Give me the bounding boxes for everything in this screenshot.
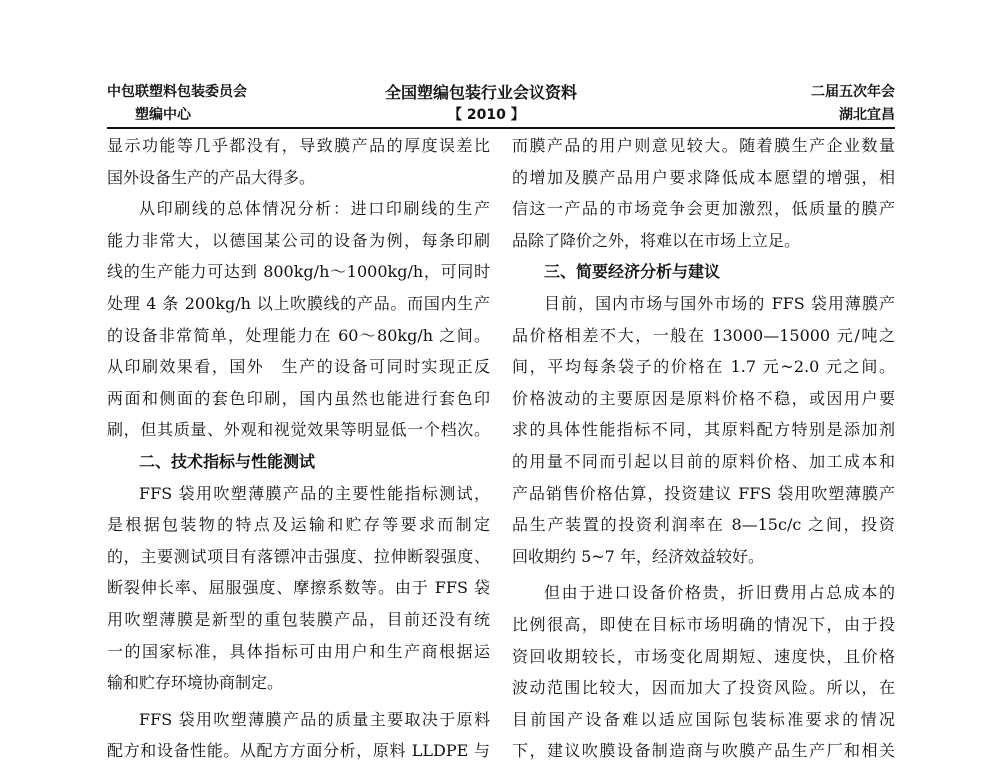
- text-line: 品价格相差不大，一般在 13000—15000 元/吨之: [512, 325, 895, 345]
- text-line: 资回收期较长，市场变化周期短、速度快，且价格: [512, 646, 895, 666]
- text-line: 从印刷线的总体情况分析：进口印刷线的生产: [139, 199, 490, 219]
- header-location: 湖北宜昌: [839, 107, 895, 123]
- text-line: 用吹塑薄膜是新型的重包装膜产品，目前还没有统: [107, 609, 490, 629]
- text-line: 目前国产设备难以适应国际包装标准要求的情况: [512, 709, 895, 729]
- section-heading: 二、技术指标与性能测试: [139, 451, 316, 471]
- header-organization: 中包联塑料包装委员会: [107, 84, 247, 100]
- text-line: 从印刷效果看，国外 生产的设备可同时实现正反: [107, 357, 490, 377]
- text-line: 品除了降价之外，将难以在市场上立足。: [512, 230, 801, 250]
- text-line: 价格波动的主要原因是原料价格不稳，或因用户要: [512, 388, 895, 408]
- text-line: 间，平均每条袋子的价格在 1.7 元~2.0 元之间。: [512, 357, 895, 377]
- text-line: 的用量不同而引起以目前的原料价格、加工成本和: [512, 451, 895, 471]
- right-column: [512, 130, 895, 767]
- text-line: 处理 4 条 200kg/h 以上吹膜线的产品。而国内生产: [107, 293, 490, 313]
- header-department: 塑编中心: [135, 107, 191, 123]
- text-line: 目前，国内市场与国外市场的 FFS 袋用薄膜产: [544, 293, 895, 313]
- text-line: 国外设备生产的产品大得多。: [107, 167, 316, 187]
- left-column: [107, 130, 490, 767]
- text-line: 回收期约 5~7 年，经济效益较好。: [512, 546, 764, 566]
- header-rule: [107, 127, 895, 129]
- text-line: 但由于进口设备价格贵，折旧费用占总成本的: [544, 583, 895, 603]
- text-line: 两面和侧面的套色印刷，国内虽然也能进行套色印: [107, 388, 490, 408]
- text-line: FFS 袋用吹塑薄膜产品的质量主要取决于原料: [139, 709, 490, 729]
- text-line: 信这一产品的市场竞争会更加激烈，低质量的膜产: [512, 199, 895, 219]
- text-line: 能力非常大，以德国某公司的设备为例，每条印刷: [107, 230, 490, 250]
- text-line: 的，主要测试项目有落镖冲击强度、拉伸断裂强度、: [107, 546, 490, 566]
- text-line: 一的国家标准，具体指标可由用户和生产商根据运: [107, 641, 490, 661]
- header-title: 全国塑编包装行业会议资料: [385, 83, 578, 102]
- text-line: 是根据包装物的特点及运输和贮存等要求而制定: [107, 515, 490, 535]
- text-line: 比例很高，即使在目标市场明确的情况下，由于投: [512, 614, 895, 634]
- text-line: 配方和设备性能。从配方方面分析，原料 LLDPE 与: [107, 741, 490, 761]
- text-line: 产品销售价格估算，投资建议 FFS 袋用吹塑薄膜产: [512, 483, 895, 503]
- text-line: 刷，但其质量、外观和视觉效果等明显低一个档次。: [107, 420, 490, 440]
- text-line: 的设备非常简单，处理能力在 60～80kg/h 之间。: [107, 325, 490, 345]
- text-line: 线的生产能力可达到 800kg/h～1000kg/h，可同时: [107, 262, 490, 282]
- text-line: 断裂伸长率、屈服强度、摩擦系数等。由于 FFS 袋: [107, 578, 490, 598]
- section-heading: 三、简要经济分析与建议: [544, 262, 721, 282]
- text-line: 显示功能等几乎都没有，导致膜产品的厚度误差比: [107, 136, 490, 155]
- text-line: 波动范围比较大，因而加大了投资风险。所以，在: [512, 678, 895, 698]
- text-line: 的增加及膜产品用户要求降低成本愿望的增强，相: [512, 167, 895, 187]
- text-line: 下，建议吹膜设备制造商与吹膜产品生产厂和相关: [512, 741, 895, 761]
- text-line: 品生产装置的投资利润率在 8—15c/c 之间，投资: [512, 515, 895, 535]
- text-line: FFS 袋用吹塑薄膜产品的主要性能指标测试，: [139, 483, 490, 503]
- text-line: 求的具体性能指标不同，其原料配方特别是添加剂: [512, 420, 895, 440]
- text-line: 输和贮存环境协商制定。: [107, 673, 284, 693]
- text-line: 而膜产品的用户则意见较大。随着膜生产企业数量: [512, 136, 895, 155]
- header-meeting: 二届五次年会: [811, 84, 895, 100]
- header-year: 【 2010 】: [448, 107, 525, 123]
